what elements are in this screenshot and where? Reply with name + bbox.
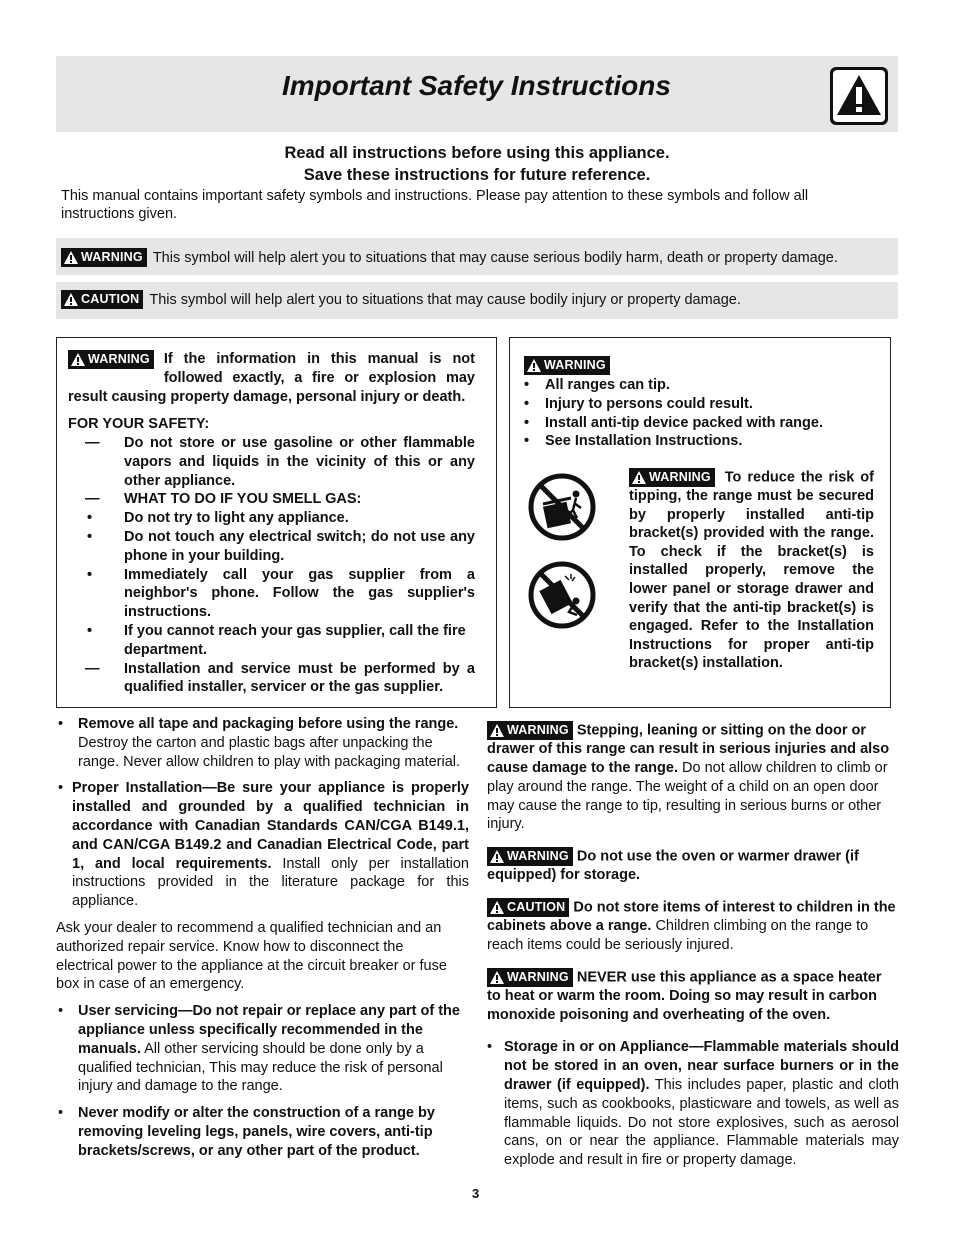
warning-triangle-icon xyxy=(64,251,78,264)
gas-warning-paragraph xyxy=(68,350,475,406)
warning-symbol-bar xyxy=(56,238,898,275)
no-climbing-on-door-icon xyxy=(527,472,597,542)
warning-badge-label: WARNING xyxy=(544,358,606,372)
warning-badge xyxy=(487,968,573,987)
intro-line-1: Read all instructions before using this appliance. xyxy=(284,144,670,162)
safety-heading: FOR YOUR SAFETY: xyxy=(68,416,210,432)
list-item: • Remove all tape and packaging before using the range. Destroy the carton and plastic bags after unpacking the range. Never allow children to play with packaging material. xyxy=(58,716,461,770)
warning-badge xyxy=(487,847,573,866)
list-item: • Storage in or on Appliance—Flammable materials should not be stored in an oven, near surface burners or in the drawer (if equipped). This includes paper, plastic and cloth items, such as cookbooks, plasticware and towels, as well as flammable liquids. Do not store explosives, such as aerosol cans, on or near the appliance. Flammable materials may explode and result in fire or property damage. xyxy=(487,1039,899,1169)
list-item: • All ranges can tip. xyxy=(524,377,670,393)
warning-symbol-text: This symbol will help alert you to situations that may cause serious bodily harm, death or property damage. xyxy=(152,249,838,266)
space-heater-warning-paragraph: WARNING NEVER use this appliance as a space heater to heat or warm the room. Doing so may result in carbon monoxide poisoning and overheating of the oven. xyxy=(487,969,882,1023)
intro-line-2: Save these instructions for future reference. xyxy=(303,166,651,184)
list-item: • Injury to persons could result. xyxy=(524,395,753,412)
caution-symbol-text: This symbol will help alert you to situations that may cause bodily injury or property damage. xyxy=(149,291,741,308)
warning-triangle-icon xyxy=(490,901,504,914)
warning-badge xyxy=(487,721,573,740)
warning-badge-label: WARNING xyxy=(81,250,143,264)
anti-tip-paragraph xyxy=(629,468,874,673)
warning-badge-label: WARNING xyxy=(507,849,569,864)
caution-badge xyxy=(487,898,569,917)
warning-triangle-icon xyxy=(71,353,85,366)
list-item: • Do not touch any electrical switch; do not use any phone in your building. xyxy=(87,528,475,564)
caution-symbol-bar xyxy=(56,282,898,319)
list-item: • If you cannot reach your gas supplier, call the fire department. xyxy=(87,622,466,658)
warning-badge-label: WARNING xyxy=(507,723,569,737)
right-column xyxy=(487,721,899,1170)
cabinet-caution-paragraph: CAUTION Do not store items of interest to children in the cabinets above a range. Children climbing on the range to reach items could be seriously injured. xyxy=(487,899,896,953)
anti-tip-bullets xyxy=(524,376,884,451)
door-warning-paragraph: WARNING Stepping, leaning or sitting on the door or drawer of this range can result in serious injuries and also cause damage to the range. Do not allow children to climb or play around the range. The weight of a child on an open door may cause the range to tip, resulting in serious burns or other injury. xyxy=(487,722,890,833)
gas-safety-list xyxy=(85,434,475,697)
warning-triangle-icon xyxy=(490,971,504,984)
intro-text: This manual contains important safety symbols and instructions. Please pay attention to these symbols and follow all instructions given. xyxy=(61,188,809,222)
list-item: — WHAT TO DO IF YOU SMELL GAS: xyxy=(85,491,362,508)
warning-triangle-icon xyxy=(632,471,646,484)
storage-warning-paragraph: WARNING Do not use the oven or warmer drawer (if equipped) for storage. xyxy=(487,848,859,884)
warning-triangle-icon xyxy=(830,67,888,125)
list-item: • Proper Installation—Be sure your appliance is properly installed and grounded by a qualified technician in accordance with Canadian Standards CAN/CGA B149.1, and CAN/CGA B149.2 and Canadian Electrical Code, part 1, and local requirements. Install only per installation instructions provided in the literature package for this appliance. xyxy=(58,780,469,910)
warning-badge xyxy=(629,468,715,487)
caution-badge xyxy=(61,290,143,309)
warning-badge-label: WARNING xyxy=(649,470,711,484)
gas-warning-text: If the information in this manual is not followed exactly, a fire or explosion may result causing property damage, personal injury or death. xyxy=(68,351,475,405)
list-item: — Installation and service must be performed by a qualified installer, servicer or the gas supplier. xyxy=(85,660,475,696)
list-item: • Do not try to light any appliance. xyxy=(87,510,349,527)
list-item: • Immediately call your gas supplier from a neighbor's phone. Follow the gas supplier's instructions. xyxy=(87,566,475,621)
list-item: — Do not store or use gasoline or other flammable vapors and liquids in the vicinity of this or any other appliance. xyxy=(85,435,475,489)
caution-badge-label: CAUTION xyxy=(81,292,140,306)
list-item: • Never modify or alter the construction of a range by removing leveling legs, panels, wire covers, anti-tip brackets/screws, or any other part of the product. xyxy=(58,1105,435,1159)
warning-triangle-icon xyxy=(527,359,541,372)
warning-badge xyxy=(61,248,147,267)
warning-badge xyxy=(68,350,154,369)
page-number: 3 xyxy=(472,1186,480,1201)
list-item: • See Installation Instructions. xyxy=(524,433,743,450)
warning-triangle-icon xyxy=(64,293,78,306)
list-item: • Install anti-tip device packed with range. xyxy=(524,414,823,431)
gas-warning-box xyxy=(56,337,497,708)
page-title: Important Safety Instructions xyxy=(282,70,671,101)
warning-badge-label: WARNING xyxy=(507,969,569,984)
range-tipping-icon xyxy=(527,560,597,630)
warning-triangle-icon xyxy=(490,850,504,863)
caution-badge-label: CAUTION xyxy=(507,900,566,915)
list-item: • User servicing—Do not repair or replace any part of the appliance unless specifically recommended in the manuals. All other servicing should be done only by a qualified technician, This may reduce the risk of personal injury and damage to the range. xyxy=(58,1003,460,1095)
anti-tip-warning-box xyxy=(509,337,891,708)
warning-triangle-icon xyxy=(490,724,504,737)
warning-badge-label: WARNING xyxy=(88,352,150,366)
warning-badge xyxy=(524,356,610,375)
anti-tip-text: To reduce the risk of tipping, the range must be secured by properly installed anti-tip bracket(s) provided with the range. To check if the bracket(s) is installed properly, remove the lower panel or storage drawer and verify that the anti-tip bracket(s) is engaged. Refer to the Installation Instructions for proper anti-tip bracket(s) installation. xyxy=(629,469,874,672)
dealer-paragraph: Ask your dealer to recommend a qualified technician and an authorized repair service. Know how to disconnect the electrical power to the appliance at the circuit breaker or fuse box in case of an emergency. xyxy=(56,919,447,993)
left-column xyxy=(56,715,469,1161)
